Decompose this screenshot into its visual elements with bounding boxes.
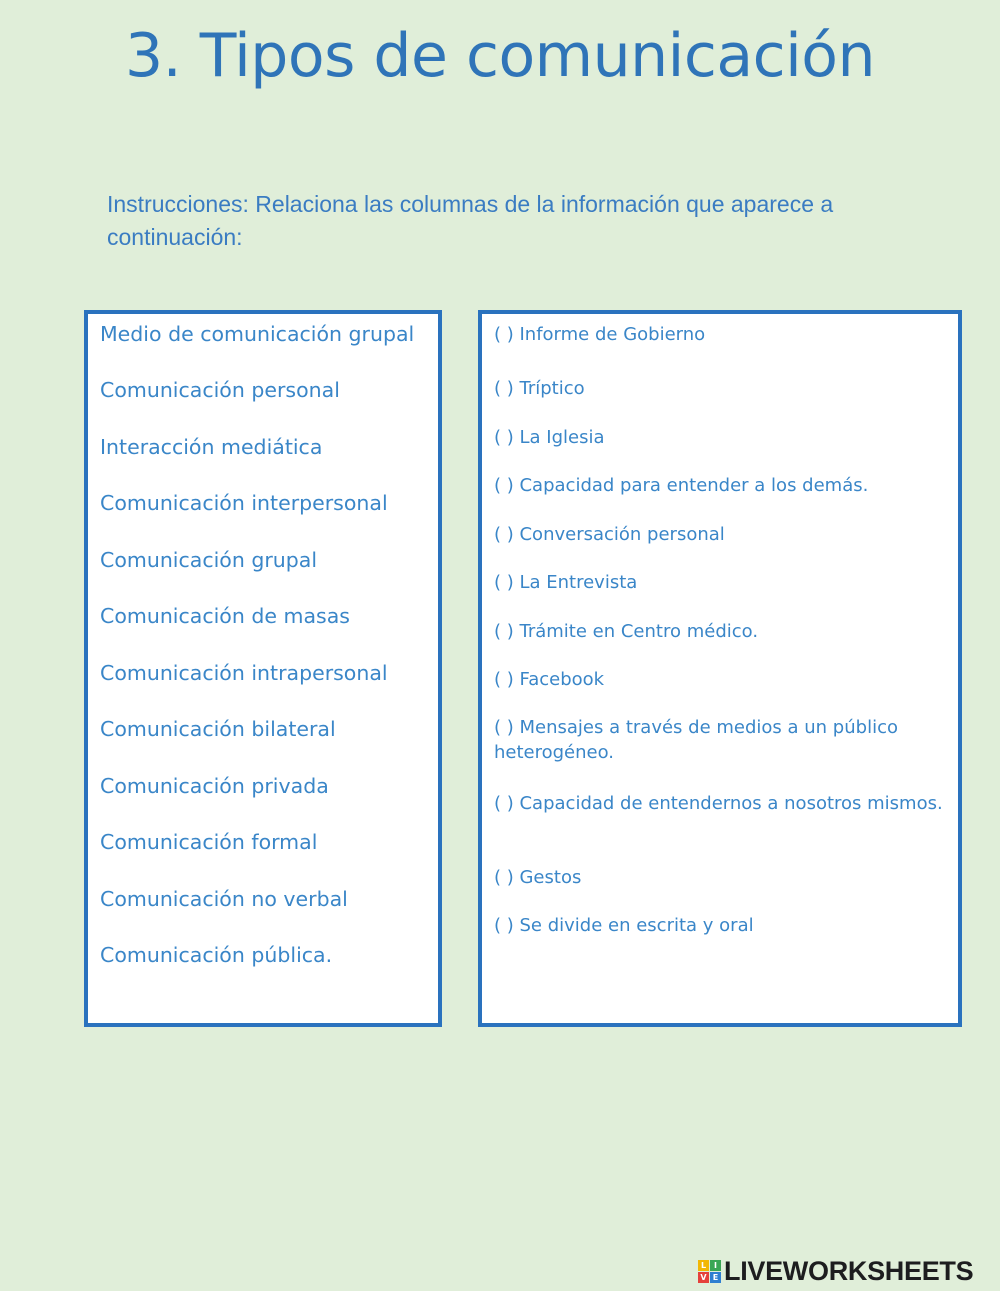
match-item[interactable]: ( ) Facebook xyxy=(494,669,605,690)
logo-mark-tile: L xyxy=(698,1260,709,1271)
match-item[interactable]: ( ) Trámite en Centro médico. xyxy=(494,621,759,642)
match-item[interactable]: ( ) Se divide en escrita y oral xyxy=(494,915,754,936)
match-item[interactable]: ( ) Gestos xyxy=(494,867,582,888)
match-item[interactable]: ( ) Capacidad de entendernos a nosotros mismos. xyxy=(494,793,943,814)
left-item: Comunicación formal xyxy=(100,830,318,854)
left-item: Medio de comunicación grupal xyxy=(100,322,415,346)
match-item[interactable]: ( ) Conversación personal xyxy=(494,524,725,545)
logo-mark-tile: I xyxy=(710,1260,721,1271)
match-item[interactable]: ( ) Capacidad para entender a los demás. xyxy=(494,475,869,496)
logo-mark-tile: V xyxy=(698,1272,709,1283)
right-column-box xyxy=(478,310,962,1027)
left-item: Interacción mediática xyxy=(100,435,323,459)
left-item: Comunicación personal xyxy=(100,378,340,402)
left-item: Comunicación bilateral xyxy=(100,717,336,741)
match-item[interactable]: ( ) Informe de Gobierno xyxy=(494,324,706,345)
page-title: 3. Tipos de comunicación xyxy=(124,21,875,91)
left-column-box xyxy=(84,310,442,1027)
match-item[interactable]: ( ) Mensajes a través de medios a un público heterogéneo. xyxy=(494,717,898,763)
left-item: Comunicación interpersonal xyxy=(100,491,388,515)
match-item[interactable]: ( ) La Iglesia xyxy=(494,427,605,448)
left-item: Comunicación intrapersonal xyxy=(100,661,388,685)
left-item: Comunicación grupal xyxy=(100,548,318,572)
logo-text: LIVEWORKSHEETS xyxy=(724,1255,974,1286)
instructions-text: Instrucciones: Relaciona las columnas de la información que aparece a continuación: xyxy=(107,191,834,250)
logo-mark-icon xyxy=(698,1260,721,1283)
logo-mark-tile: E xyxy=(710,1272,721,1283)
left-item: Comunicación pública. xyxy=(100,943,333,967)
left-item: Comunicación privada xyxy=(100,774,329,798)
left-item: Comunicación de masas xyxy=(100,604,350,628)
match-item[interactable]: ( ) La Entrevista xyxy=(494,572,638,593)
liveworksheets-logo xyxy=(698,1256,973,1286)
match-item[interactable]: ( ) Tríptico xyxy=(494,378,585,399)
left-item: Comunicación no verbal xyxy=(100,887,348,911)
